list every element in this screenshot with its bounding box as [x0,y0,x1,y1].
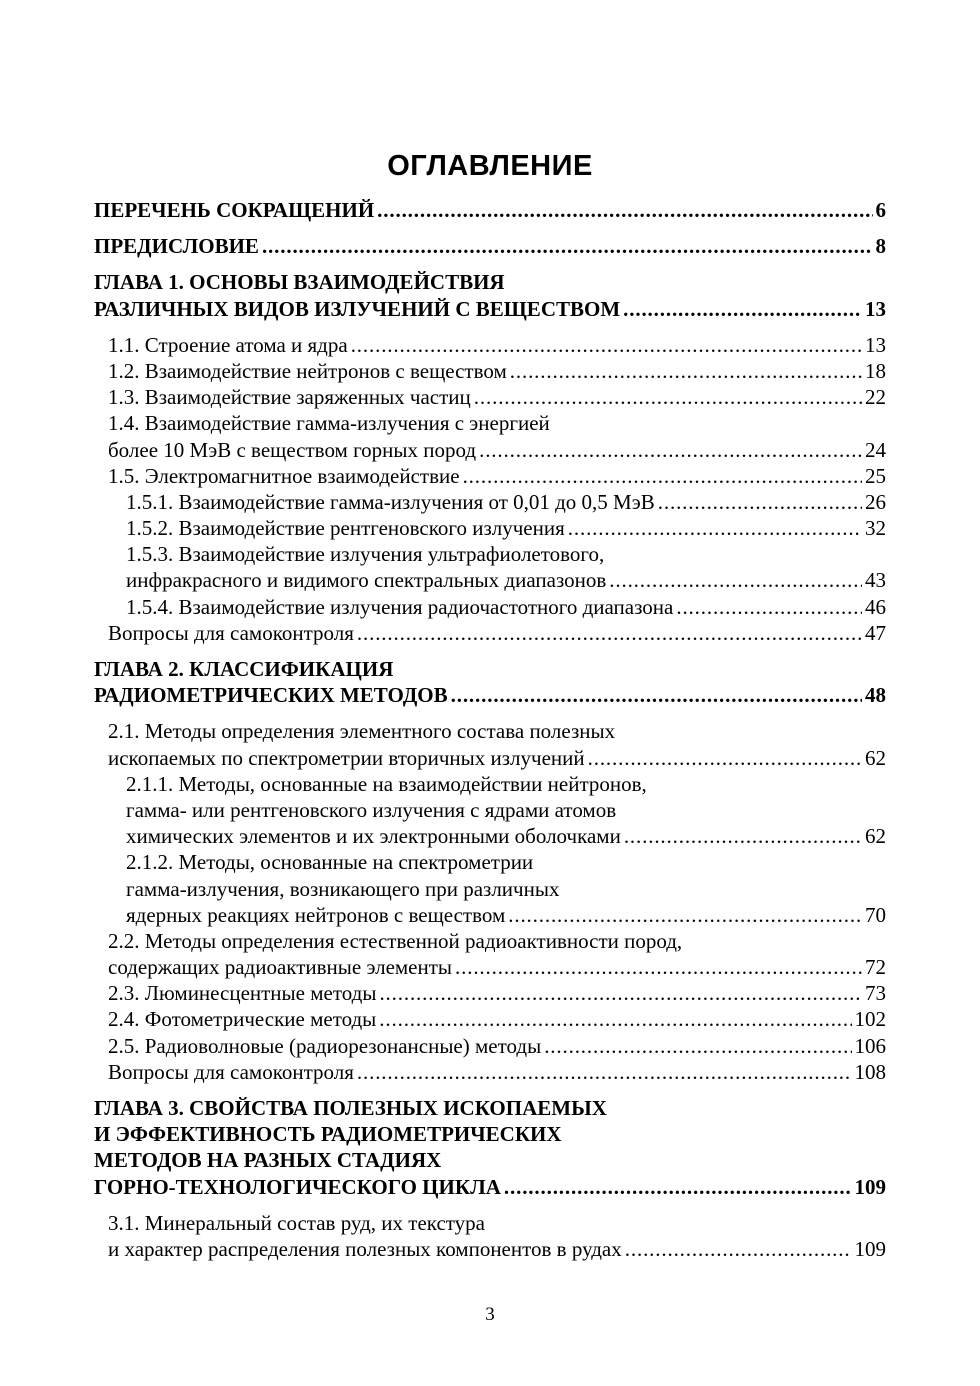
toc-entry-text: 2.1.1. Методы, основанные на взаимодействии нейтронов, [126,771,647,796]
toc-section-entry[interactable] [94,489,886,515]
dot-leader [262,233,873,259]
toc-page-number: 109 [854,1174,886,1199]
toc-entry-text: РАЗЛИЧНЫХ ВИДОВ ИЗЛУЧЕНИЙ С ВЕЩЕСТВОМ [94,296,621,321]
toc-entry-text: более 10 МэВ с веществом горных пород [108,437,477,462]
toc-entry-text: И ЭФФЕКТИВНОСТЬ РАДИОМЕТРИЧЕСКИХ [94,1122,562,1147]
toc-page-number: 62 [865,745,886,770]
toc-section-entry[interactable] [94,594,886,620]
toc-page-number: 32 [865,516,886,541]
toc-page-number: 43 [865,568,886,593]
dot-leader [609,567,862,593]
toc-page-number: 48 [865,683,886,708]
toc-chapter-entry[interactable] [94,197,886,223]
toc-entry-text: ископаемых по спектрометрии вторичных излучений [108,745,585,770]
toc-entry-text: 3.1. Минеральный состав руд, их текстура [108,1210,485,1235]
dot-leader [544,1033,851,1059]
toc-entry-text: 2.1.2. Методы, основанные на спектрометрии [126,850,534,875]
toc-page-number: 26 [865,489,886,514]
toc-entry-text: МЕТОДОВ НА РАЗНЫХ СТАДИЯХ [94,1148,442,1173]
toc-section-entry[interactable] [94,980,886,1006]
dot-leader [463,463,862,489]
dot-leader [508,902,862,928]
toc-page-number: 73 [865,981,886,1006]
dot-leader [504,1174,852,1200]
dot-leader [623,296,862,322]
toc-page-number: 47 [865,620,886,645]
toc-page-number: 13 [865,296,886,321]
dot-leader [479,437,862,463]
toc-page-number: 6 [875,198,886,222]
toc-entry-text: 2.5. Радиоволновые (радиорезонансные) методы [108,1033,542,1058]
toc-entry-text: 1.5.4. Взаимодействие излучения радиочастотного диапазона [126,594,674,619]
toc-entry-text: 2.4. Фотометрические методы [108,1007,377,1032]
dot-leader [588,745,862,771]
toc-page-number: 62 [865,824,886,849]
toc-entry-text: ПЕРЕЧЕНЬ СОКРАЩЕНИЙ [94,198,375,222]
toc-page-number: 25 [865,463,886,488]
toc-entry-text: ядерных реакциях нейтронов с веществом [126,902,506,927]
toc-entry-text: химических элементов и их электронными оболочками [126,824,621,849]
toc-section-entry[interactable] [94,1006,886,1032]
page-title: ОГЛАВЛЕНИЕ [387,150,593,182]
toc-section-entry[interactable] [94,410,886,462]
toc-entry-text: 1.5. Электромагнитное взаимодействие [108,463,460,488]
toc-page-number: 106 [854,1033,886,1058]
toc-section-entry[interactable] [94,384,886,410]
toc-page-number: 102 [854,1007,886,1032]
toc-section-entry[interactable] [94,620,886,646]
dot-leader [625,1236,852,1262]
toc-section-entry[interactable] [94,928,886,980]
toc-chapter-entry[interactable] [94,1095,886,1200]
toc-entry-text: гамма-излучения, возникающего при различных [126,876,560,901]
toc-entry-text: РАДИОМЕТРИЧЕСКИХ МЕТОДОВ [94,683,448,708]
toc-entry-text: содержащих радиоактивные элементы [108,955,453,980]
toc-entry-text: 1.3. Взаимодействие заряженных частиц [108,385,471,410]
toc-section-entry[interactable] [94,718,886,770]
toc-page-number: 70 [865,902,886,927]
toc-page-number: 22 [865,385,886,410]
toc-entry-text: гамма- или рентгеновского излучения с ядрами атомов [126,797,617,822]
table-of-contents [94,197,886,1262]
dot-leader [658,489,862,515]
toc-section-entry[interactable] [94,515,886,541]
toc-entry-text: 1.2. Взаимодействие нейтронов с веществом [108,358,507,383]
toc-entry-text: ГОРНО-ТЕХНОЛОГИЧЕСКОГО ЦИКЛА [94,1174,501,1199]
toc-page-number: 46 [865,594,886,619]
toc-entry-text: 1.5.1. Взаимодействие гамма-излучения от 0,01 до 0,5 МэВ [126,489,655,514]
toc-section-entry[interactable] [94,541,886,593]
toc-entry-text: 2.3. Люминесцентные методы [108,981,377,1006]
dot-leader [568,515,862,541]
dot-leader [451,682,862,708]
dot-leader [357,1059,852,1085]
toc-section-entry[interactable] [94,463,886,489]
toc-section-entry[interactable] [94,849,886,928]
toc-section-entry[interactable] [94,1033,886,1059]
dot-leader [351,332,862,358]
toc-entry-text: 1.5.3. Взаимодействие излучения ультрафиолетового, [126,542,605,567]
toc-entry-text: инфракрасного и видимого спектральных диапазонов [126,568,607,593]
toc-entry-text: ГЛАВА 2. КЛАССИФИКАЦИЯ [94,657,394,681]
toc-page-number: 24 [865,437,886,462]
toc-section-entry[interactable] [94,358,886,384]
toc-section-entry[interactable] [94,332,886,358]
toc-section-entry[interactable] [94,1059,886,1085]
toc-entry-text: и характер распределения полезных компонентов в рудах [108,1236,622,1261]
dot-leader [624,823,862,849]
toc-section-entry[interactable] [94,1210,886,1262]
dot-leader [357,620,862,646]
toc-section-entry[interactable] [94,771,886,850]
toc-page-number: 18 [865,358,886,383]
dot-leader [377,197,872,223]
toc-chapter-entry[interactable] [94,233,886,259]
dot-leader [379,1006,851,1032]
dot-leader [455,954,862,980]
dot-leader [676,594,862,620]
toc-page-number: 72 [865,955,886,980]
toc-entry-text: 1.4. Взаимодействие гамма-излучения с энергией [108,411,550,436]
dot-leader [510,358,862,384]
toc-entry-text: 1.1. Строение атома и ядра [108,332,348,357]
toc-page-number: 109 [854,1236,886,1261]
toc-entry-text: 2.1. Методы определения элементного состава полезных [108,719,616,744]
toc-entry-text: Вопросы для самоконтроля [108,620,354,645]
toc-entry-text: 2.2. Методы определения естественной радиоактивности пород, [108,928,683,953]
page-number: 3 [485,1304,495,1325]
toc-entry-text: ГЛАВА 3. СВОЙСТВА ПОЛЕЗНЫХ ИСКОПАЕМЫХ [94,1096,607,1120]
toc-entry-text: 1.5.2. Взаимодействие рентгеновского излучения [126,516,565,541]
toc-chapter-entry[interactable] [94,656,886,708]
toc-entry-text: ГЛАВА 1. ОСНОВЫ ВЗАИМОДЕЙСТВИЯ [94,270,505,295]
toc-entry-text: ПРЕДИСЛОВИЕ [94,234,259,259]
toc-page-number: 108 [854,1059,886,1084]
toc-chapter-entry[interactable] [94,269,886,321]
toc-page-number: 8 [875,234,886,259]
dot-leader [474,384,862,410]
toc-page-number: 13 [865,332,886,357]
dot-leader [379,980,862,1006]
toc-entry-text: Вопросы для самоконтроля [108,1059,354,1084]
